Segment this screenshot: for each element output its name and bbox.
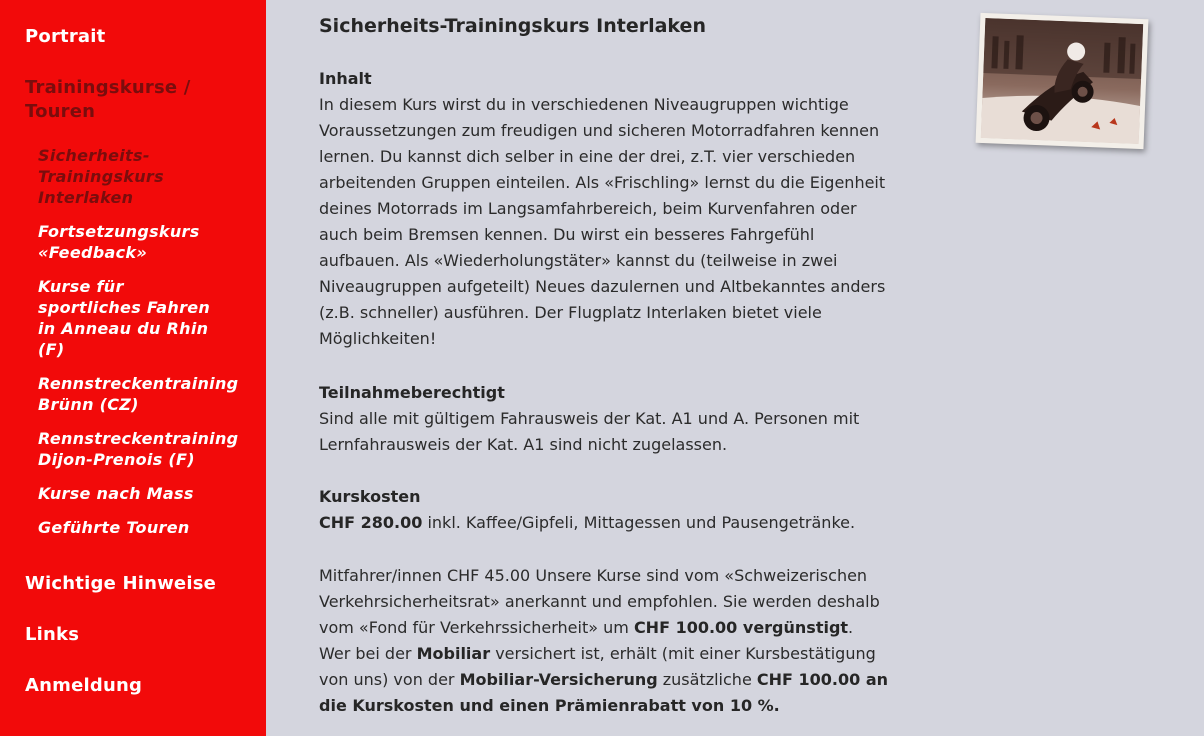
text-line: Wer bei der bbox=[319, 644, 417, 663]
nav-sub-line: Kurse nach Mass bbox=[38, 484, 194, 503]
nav-anmeldung[interactable]: Anmeldung bbox=[25, 675, 143, 696]
nav-sub-line: Sicherheits- bbox=[38, 146, 150, 165]
nav-sub-line: in Anneau du Rhin bbox=[38, 319, 209, 338]
mobiliar-name: Mobiliar bbox=[416, 644, 491, 663]
heading-kurskosten: Kurskosten bbox=[319, 487, 421, 506]
text-line: Verkehrsicherheitsrat» anerkannt und empfohlen. Sie werden deshalb bbox=[319, 592, 880, 611]
text-line: zusätzliche bbox=[657, 670, 757, 689]
nav-portrait[interactable]: Portrait bbox=[25, 26, 106, 47]
nav-sub-line: Interlaken bbox=[38, 188, 134, 207]
nav-sub-fortsetzungskurs[interactable] bbox=[38, 221, 260, 263]
nav-links[interactable]: Links bbox=[25, 624, 80, 645]
nav-sub-kurse-nach-mass[interactable] bbox=[38, 483, 260, 504]
price-detail: inkl. Kaffee/Gipfeli, Mittagessen und Pausengetränke. bbox=[422, 513, 856, 532]
kosten-text bbox=[319, 510, 959, 536]
text-line: Sind alle mit gültigem Fahrausweis der Kat. A1 und A. Personen mit bbox=[319, 409, 860, 428]
text-line: (z.B. schneller) ausführen. Der Flugplatz Interlaken bietet viele bbox=[319, 303, 822, 322]
inhalt-text bbox=[319, 92, 959, 352]
text-line: versichert ist, erhält (mit einer Kursbestätigung bbox=[490, 644, 876, 663]
section-inhalt bbox=[319, 66, 959, 352]
heading-inhalt: Inhalt bbox=[319, 69, 372, 88]
nav-sub-line: Rennstreckentraining bbox=[38, 374, 239, 393]
nav-sub-line: Fortsetzungskurs bbox=[38, 222, 200, 241]
section-teilnahme bbox=[319, 380, 959, 458]
nav-trainingskurse-line1: Trainingskurse / bbox=[25, 77, 191, 98]
text-line: von uns) von der bbox=[319, 670, 460, 689]
nav-sub-gefuehrte-touren[interactable] bbox=[38, 517, 260, 538]
text-line: auch beim Bremsen kennen. Du wirst ein besseres Fahrgefühl bbox=[319, 225, 815, 244]
nav-sub-rennstrecke-dijon[interactable] bbox=[38, 428, 260, 470]
extra-discount-cont: die Kurskosten und einen Prämienrabatt von 10 %. bbox=[319, 696, 780, 715]
nav-sub-line: Trainingskurs bbox=[38, 167, 164, 186]
nav-wichtige-hinweise[interactable]: Wichtige Hinweise bbox=[25, 573, 217, 594]
nav-sub-rennstrecke-bruenn[interactable] bbox=[38, 373, 260, 415]
text-line: deines Motorrads im Langsamfahrbereich, beim Kurvenfahren oder bbox=[319, 199, 857, 218]
nav-sub-sportliches-fahren[interactable] bbox=[38, 276, 260, 360]
page-title: Sicherheits-Trainingskurs Interlaken bbox=[319, 15, 706, 37]
text-line: In diesem Kurs wirst du in verschiedenen Niveaugruppen wichtige bbox=[319, 95, 849, 114]
motorcycle-rider-image bbox=[981, 18, 1143, 144]
text-line: Niveaugruppen aufgeteilt) Neues dazulernen und Altbekanntes anders bbox=[319, 277, 886, 296]
teilnahme-text bbox=[319, 406, 959, 458]
nav-sub-line: «Feedback» bbox=[38, 243, 148, 262]
text-line: vom «Fond für Verkehrssicherheit» um bbox=[319, 618, 634, 637]
nav-sub-sicherheits-trainingskurs[interactable] bbox=[38, 145, 260, 208]
text-line: aufbauen. Als «Wiederholungstäter» kannst du (teilweise in zwei bbox=[319, 251, 838, 270]
text-line: Lernfahrausweis der Kat. A1 sind nicht zugelassen. bbox=[319, 435, 728, 454]
text-line: lernen. Du kannst dich selber in eine der drei, z.T. vier verschieden bbox=[319, 147, 856, 166]
nav-sub-line: Brünn (CZ) bbox=[38, 395, 139, 414]
nav-trainingskurse-touren[interactable] bbox=[25, 76, 191, 124]
text-line: Möglichkeiten! bbox=[319, 329, 437, 348]
section-mitfahrer bbox=[319, 563, 959, 719]
nav-sub-line: Geführte Touren bbox=[38, 518, 190, 537]
extra-discount: CHF 100.00 an bbox=[756, 670, 889, 689]
nav-sub-line: Dijon-Prenois (F) bbox=[38, 450, 195, 469]
motorcycle-photo bbox=[976, 13, 1149, 149]
section-kurskosten bbox=[319, 484, 959, 536]
heading-teilnahmeberechtigt: Teilnahmeberechtigt bbox=[319, 383, 505, 402]
text-line: Mitfahrer/innen CHF 45.00 Unsere Kurse sind vom «Schweizerischen bbox=[319, 566, 868, 585]
nav-sub-line: (F) bbox=[38, 340, 65, 359]
sidebar-nav bbox=[0, 0, 266, 736]
price: CHF 280.00 bbox=[319, 513, 423, 532]
nav-trainingskurse-line2: Touren bbox=[25, 101, 96, 122]
nav-sub-line: Rennstreckentraining bbox=[38, 429, 239, 448]
nav-sub-line: Kurse für bbox=[38, 277, 124, 296]
discount-amount: CHF 100.00 vergünstigt bbox=[633, 618, 849, 637]
nav-sub-line: sportliches Fahren bbox=[38, 298, 211, 317]
mobiliar-versicherung: Mobiliar-Versicherung bbox=[459, 670, 658, 689]
text-line: . bbox=[848, 618, 854, 637]
text-line: Voraussetzungen zum freudigen und sicheren Motorradfahren kennen bbox=[319, 121, 880, 140]
mitfahrer-text bbox=[319, 563, 959, 719]
text-line: arbeitenden Gruppen einteilen. Als «Frischling» lernst du die Eigenheit bbox=[319, 173, 886, 192]
